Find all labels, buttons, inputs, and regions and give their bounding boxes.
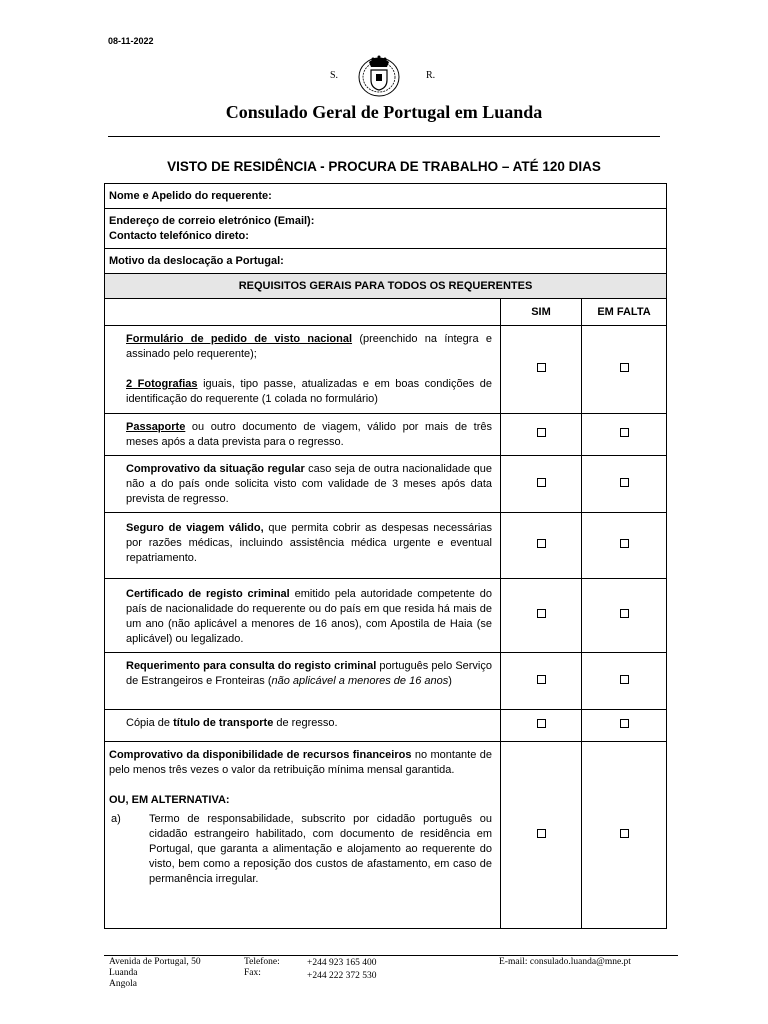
travel-reason-field[interactable]: Motivo da deslocação a Portugal: [109,255,284,267]
checkbox-sim[interactable] [537,363,546,372]
fax-label: Fax: [244,968,261,978]
checkbox-sim[interactable] [537,539,546,548]
travel-reason-row [105,249,667,274]
column-header-row [105,299,667,326]
phone-label: Telefone: [244,957,280,967]
seal-letter-r: R. [426,70,436,81]
ticket-description: de regresso. [273,717,338,729]
header-divider [108,136,660,137]
fax-number: +244 222 372 530 [307,971,377,981]
seal-letter-s: S. [330,70,339,81]
requirement-row-form-photos [105,326,667,414]
alternative-item-marker: a) [111,813,121,825]
criminal-request-close: ) [448,675,452,687]
consulate-name: Consulado Geral de Portugal em Luanda [225,102,543,122]
requirement-row-criminal-record [105,579,667,653]
photos-description: iguais, tipo passe, atualizadas e em boas condições de identificação do requerente (1 colada no formulário) [126,378,492,405]
form-description: (preenchido na íntegra e assinado pelo requerente); [126,333,492,360]
checkbox-em-falta[interactable] [620,363,629,372]
checkbox-em-falta[interactable] [620,675,629,684]
passport-label: Passaporte [126,421,186,433]
checkbox-sim[interactable] [537,478,546,487]
section-header [105,274,667,299]
criminal-record-description: emitido pela autoridade competente do país de nacionalidade do requerente ou do país em que resida há mais de um ano (não aplicável a menores de 16 anos), com Apostila de Haia (se aplicável) ou legalizado. [126,588,492,645]
checkbox-em-falta[interactable] [620,428,629,437]
footer-divider [104,955,678,956]
requirement-row-passport [105,414,667,456]
document-title: VISTO DE RESIDÊNCIA - PROCURA DE TRABALHO – ATÉ 120 DIAS [167,159,601,174]
criminal-request-label: Requerimento para consulta do registo criminal [126,660,377,672]
requirement-row-return-ticket [105,710,667,742]
footer-address [109,957,201,990]
address-country: Angola [109,979,137,989]
insurance-label: Seguro de viagem válido, [126,522,264,534]
address-line: Avenida de Portugal, 50 [109,957,201,967]
regular-status-description: caso seja de outra nacionalidade que não a do país onde solicita visto com validade de 3 meses após data prevista de regresso. [126,463,492,505]
checkbox-em-falta[interactable] [620,609,629,618]
column-em-falta: EM FALTA [582,299,667,326]
form-label: Formulário de pedido de visto nacional [126,333,353,345]
checkbox-em-falta[interactable] [620,829,629,838]
address-city: Luanda [109,968,138,978]
footer-email[interactable]: E-mail: consulado.luanda@mne.pt [499,957,631,967]
checkbox-em-falta[interactable] [620,478,629,487]
checkbox-sim[interactable] [537,719,546,728]
checkbox-sim[interactable] [537,675,546,684]
phone-number: +244 923 165 400 [307,958,377,968]
document-date: 08-11-2022 [108,36,154,46]
section-title: REQUISITOS GERAIS PARA TODOS OS REQUERENTES [105,274,667,299]
applicant-name-field[interactable]: Nome e Apelido do requerente: [109,190,272,202]
checkbox-em-falta[interactable] [620,719,629,728]
ticket-label: título de transporte [173,717,274,729]
checkbox-sim[interactable] [537,609,546,618]
requirement-row-travel-insurance [105,513,667,579]
footer-contact-values [307,957,376,983]
requirement-row-financial-means [105,742,667,929]
requirements-table [104,183,667,929]
coat-of-arms-icon [356,52,402,98]
ticket-prefix: Cópia de [126,717,174,729]
financial-description: no montante de pelo menos três vezes o valor da retribuição mínima mensal garantida. [109,749,492,776]
criminal-request-description: português pelo Serviço de Estrangeiros e Fronteiras ( [126,660,492,687]
phone-field[interactable]: Contacto telefónico direto: [109,230,249,242]
alternative-item-text: Termo de responsabilidade, subscrito por cidadão português ou cidadão estrangeiro habilitado, com documento de residência em Portugal, que garanta a alimentação e alojamento ao requerente do visto, bem como a reposição dos custos de afastamento, em caso de permanência irregular. [149,813,492,885]
passport-description: ou outro documento de viagem, válido por mais de três meses após a data prevista para o regresso. [126,421,492,448]
insurance-description: que permita cobrir as despesas necessárias por razões médicas, incluindo assistência médica urgente e eventual repatriamento. [126,522,492,564]
applicant-name-row [105,184,667,209]
criminal-record-label: Certificado de registo criminal [126,588,290,600]
alternative-label: OU, EM ALTERNATIVA: [109,794,230,806]
requirement-row-criminal-record-request [105,653,667,710]
checkbox-em-falta[interactable] [620,539,629,548]
column-sim: SIM [501,299,582,326]
financial-label: Comprovativo da disponibilidade de recursos financeiros [109,749,412,761]
checkbox-sim[interactable] [537,428,546,437]
photos-label: 2 Fotografias [126,378,198,390]
alternative-item-a [109,812,492,887]
footer-contact-labels [244,957,280,979]
applicant-contact-row [105,209,667,249]
email-field[interactable]: Endereço de correio eletrónico (Email): [109,215,315,227]
requirement-row-regular-status [105,456,667,513]
criminal-request-note: não aplicável a menores de 16 anos [271,675,449,687]
regular-status-label: Comprovativo da situação regular [126,463,305,475]
checkbox-sim[interactable] [537,829,546,838]
